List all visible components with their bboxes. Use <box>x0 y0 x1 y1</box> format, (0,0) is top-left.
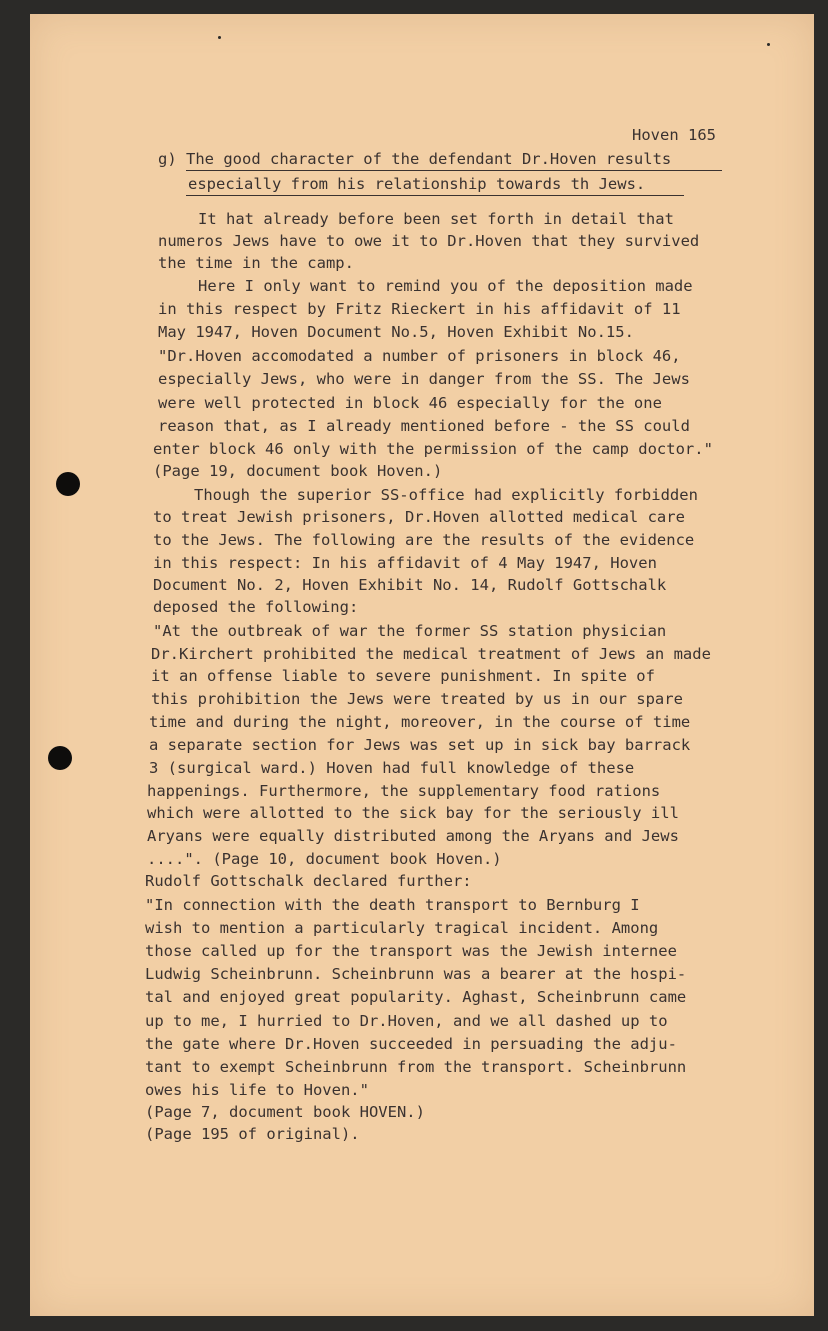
speck <box>767 43 770 46</box>
body-line: the gate where Dr.Hoven succeeded in persuading the adju- <box>145 1035 677 1053</box>
heading-line-2: especially from his relationship towards th Jews. <box>188 175 646 193</box>
body-line: "At the outbreak of war the former SS station physician <box>153 622 667 640</box>
body-line: to treat Jewish prisoners, Dr.Hoven allotted medical care <box>153 508 685 526</box>
body-line: (Page 19, document book Hoven.) <box>153 462 443 480</box>
body-line: those called up for the transport was the Jewish internee <box>145 942 677 960</box>
heading-line-1: g) The good character of the defendant Dr.Hoven results <box>158 150 672 168</box>
heading-underline <box>186 170 722 171</box>
body-line: deposed the following: <box>153 598 359 616</box>
body-line: Document No. 2, Hoven Exhibit No. 14, Rudolf Gottschalk <box>153 576 667 594</box>
body-line: in this respect by Fritz Rieckert in his affidavit of 11 <box>158 300 681 318</box>
body-line: to the Jews. The following are the results of the evidence <box>153 531 695 549</box>
body-line: a separate section for Jews was set up in sick bay barrack <box>149 736 691 754</box>
body-line: ....". (Page 10, document book Hoven.) <box>147 850 502 868</box>
page-number: Hoven 165 <box>632 126 716 144</box>
body-line: it an offense liable to severe punishment. In spite of <box>151 667 655 685</box>
body-line: It hat already before been set forth in detail that <box>198 210 674 228</box>
body-line: enter block 46 only with the permission of the camp doctor." <box>153 440 713 458</box>
body-line: were well protected in block 46 especially for the one <box>158 394 662 412</box>
heading-underline <box>186 195 684 196</box>
body-line: especially Jews, who were in danger from the SS. The Jews <box>158 370 690 388</box>
body-line: reason that, as I already mentioned before - the SS could <box>158 417 690 435</box>
body-line: this prohibition the Jews were treated by us in our spare <box>151 690 683 708</box>
body-line: "Dr.Hoven accomodated a number of prisoners in block 46, <box>158 347 681 365</box>
body-line: tant to exempt Scheinbrunn from the transport. Scheinbrunn <box>145 1058 687 1076</box>
body-line: happenings. Furthermore, the supplementary food rations <box>147 782 661 800</box>
body-line: numeros Jews have to owe it to Dr.Hoven that they survived <box>158 232 700 250</box>
body-line: Dr.Kirchert prohibited the medical treatment of Jews an made <box>151 645 711 663</box>
body-line: time and during the night, moreover, in the course of time <box>149 713 691 731</box>
punch-hole <box>48 746 72 770</box>
body-line: Though the superior SS-office had explicitly forbidden <box>194 486 698 504</box>
body-line: (Page 7, document book HOVEN.) <box>145 1103 425 1121</box>
body-line: May 1947, Hoven Document No.5, Hoven Exhibit No.15. <box>158 323 634 341</box>
body-line: in this respect: In his affidavit of 4 May 1947, Hoven <box>153 554 657 572</box>
speck <box>218 36 221 39</box>
body-line: the time in the camp. <box>158 254 354 272</box>
body-line: wish to mention a particularly tragical incident. Among <box>145 919 659 937</box>
body-line: Ludwig Scheinbrunn. Scheinbrunn was a bearer at the hospi- <box>145 965 687 983</box>
body-line: 3 (surgical ward.) Hoven had full knowledge of these <box>149 759 635 777</box>
punch-hole <box>56 472 80 496</box>
body-line: "In connection with the death transport to Bernburg I <box>145 896 640 914</box>
body-line: which were allotted to the sick bay for the seriously ill <box>147 804 679 822</box>
body-line: up to me, I hurried to Dr.Hoven, and we all dashed up to <box>145 1012 668 1030</box>
body-line: Here I only want to remind you of the deposition made <box>198 277 693 295</box>
body-line: tal and enjoyed great popularity. Aghast, Scheinbrunn came <box>145 988 687 1006</box>
body-line: Rudolf Gottschalk declared further: <box>145 872 472 890</box>
body-line: (Page 195 of original). <box>145 1125 360 1143</box>
body-line: owes his life to Hoven." <box>145 1081 369 1099</box>
body-line: Aryans were equally distributed among the Aryans and Jews <box>147 827 679 845</box>
